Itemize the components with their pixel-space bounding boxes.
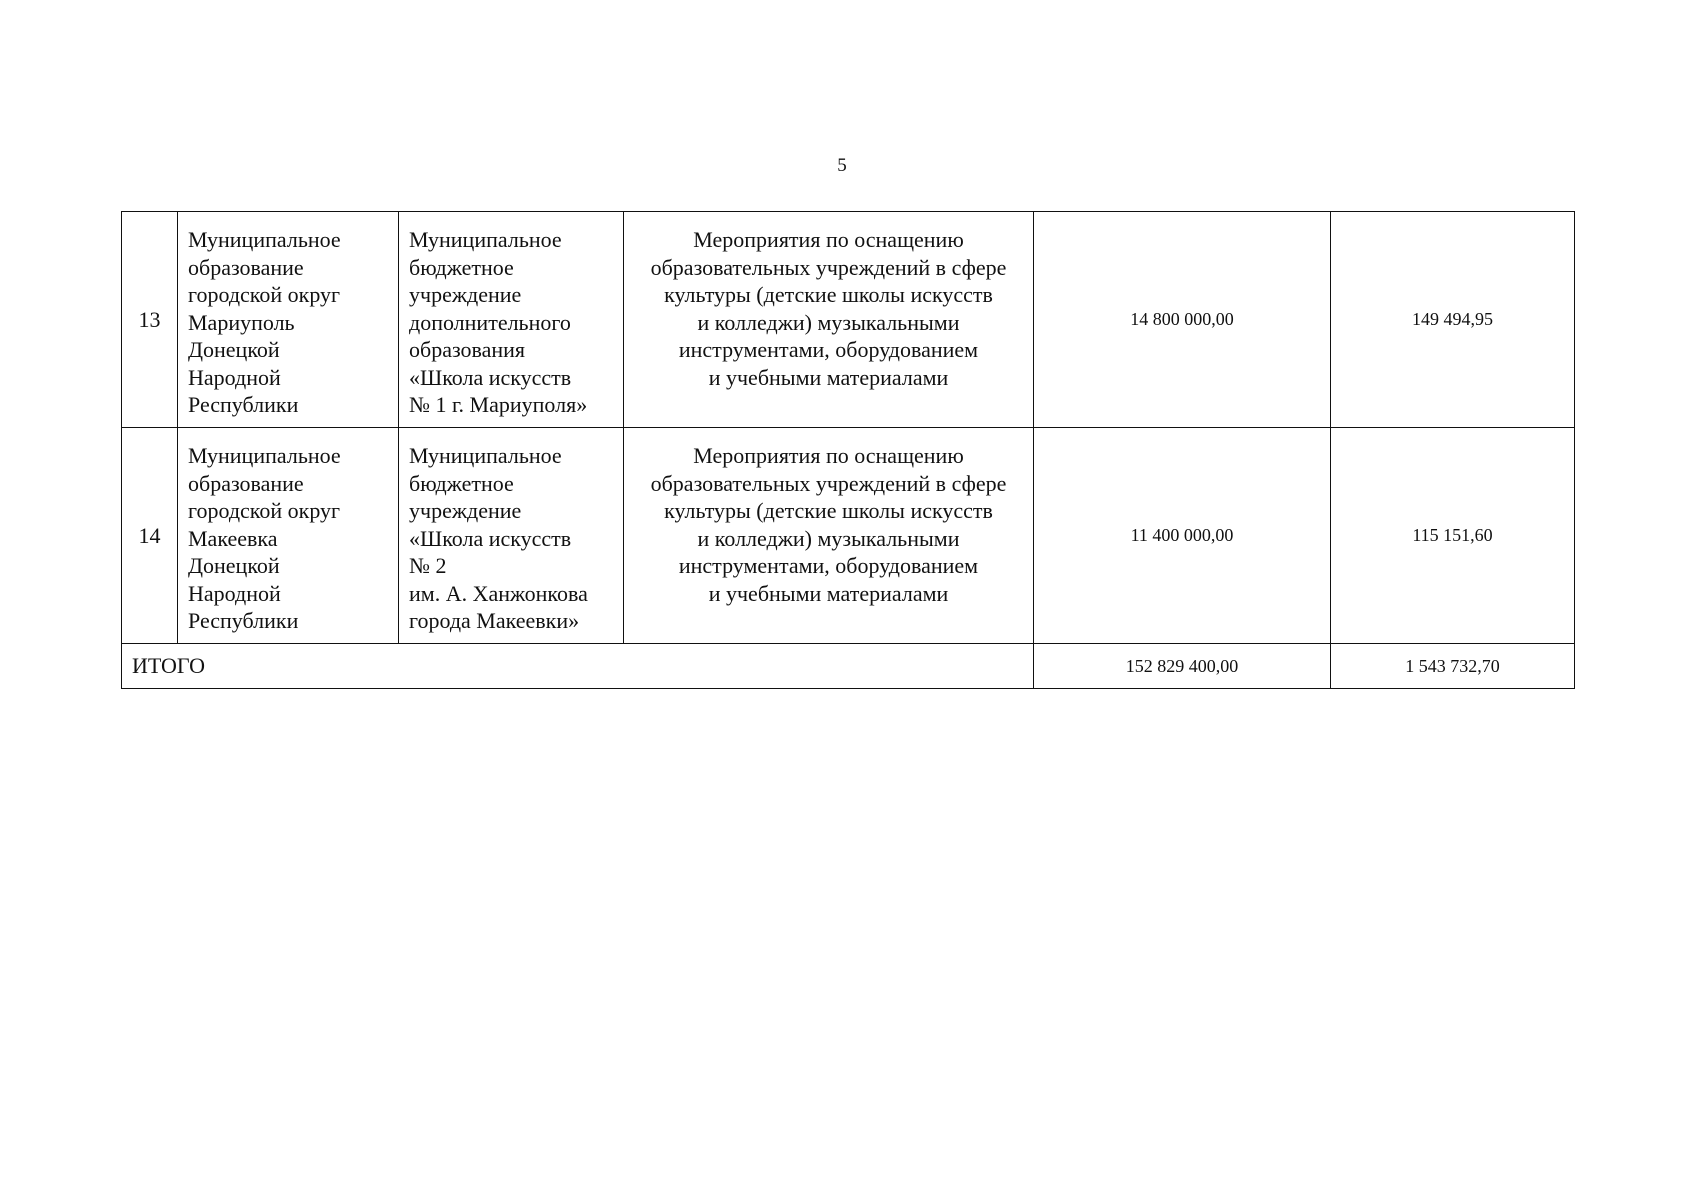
row-number: 13 bbox=[122, 212, 178, 428]
amount-total-cell: 14 800 000,00 bbox=[1034, 212, 1331, 428]
municipality-text: Муниципальное образование городской округ Макеевка Донецкой Народной Республики bbox=[188, 443, 341, 633]
amount-total-cell: 11 400 000,00 bbox=[1034, 428, 1331, 644]
total-row bbox=[122, 644, 1575, 689]
amount-part-cell: 115 151,60 bbox=[1331, 428, 1575, 644]
municipality-text: Муниципальное образование городской округ Мариуполь Донецкой Народной Республики bbox=[188, 227, 341, 417]
institution-text: Муниципальное бюджетное учреждение дополнительного образования «Школа искусств № 1 г. Мариуполя» bbox=[409, 227, 588, 417]
municipality-cell bbox=[178, 212, 399, 428]
page-number: 5 bbox=[837, 155, 847, 176]
row-number: 14 bbox=[122, 428, 178, 644]
activity-text: Мероприятия по оснащению образовательных учреждений в сфере культуры (детские школы искусств и колледжи) музыкальными инструментами, оборудованием и учебными материалами bbox=[650, 227, 1007, 390]
funding-table bbox=[121, 211, 1575, 689]
activity-text: Мероприятия по оснащению образовательных учреждений в сфере культуры (детские школы искусств и колледжи) музыкальными инструментами, оборудованием и учебными материалами bbox=[650, 443, 1007, 606]
table-row bbox=[122, 212, 1575, 428]
institution-cell bbox=[399, 428, 624, 644]
amount-part-cell: 149 494,95 bbox=[1331, 212, 1575, 428]
total-amount-total: 152 829 400,00 bbox=[1034, 644, 1331, 689]
institution-text: Муниципальное бюджетное учреждение «Школа искусств № 2 им. А. Ханжонкова города Макеевки» bbox=[409, 443, 588, 633]
table-row bbox=[122, 428, 1575, 644]
institution-cell bbox=[399, 212, 624, 428]
activity-cell bbox=[624, 428, 1034, 644]
activity-cell bbox=[624, 212, 1034, 428]
municipality-cell bbox=[178, 428, 399, 644]
total-label: ИТОГО bbox=[122, 644, 1034, 689]
total-amount-part: 1 543 732,70 bbox=[1331, 644, 1575, 689]
